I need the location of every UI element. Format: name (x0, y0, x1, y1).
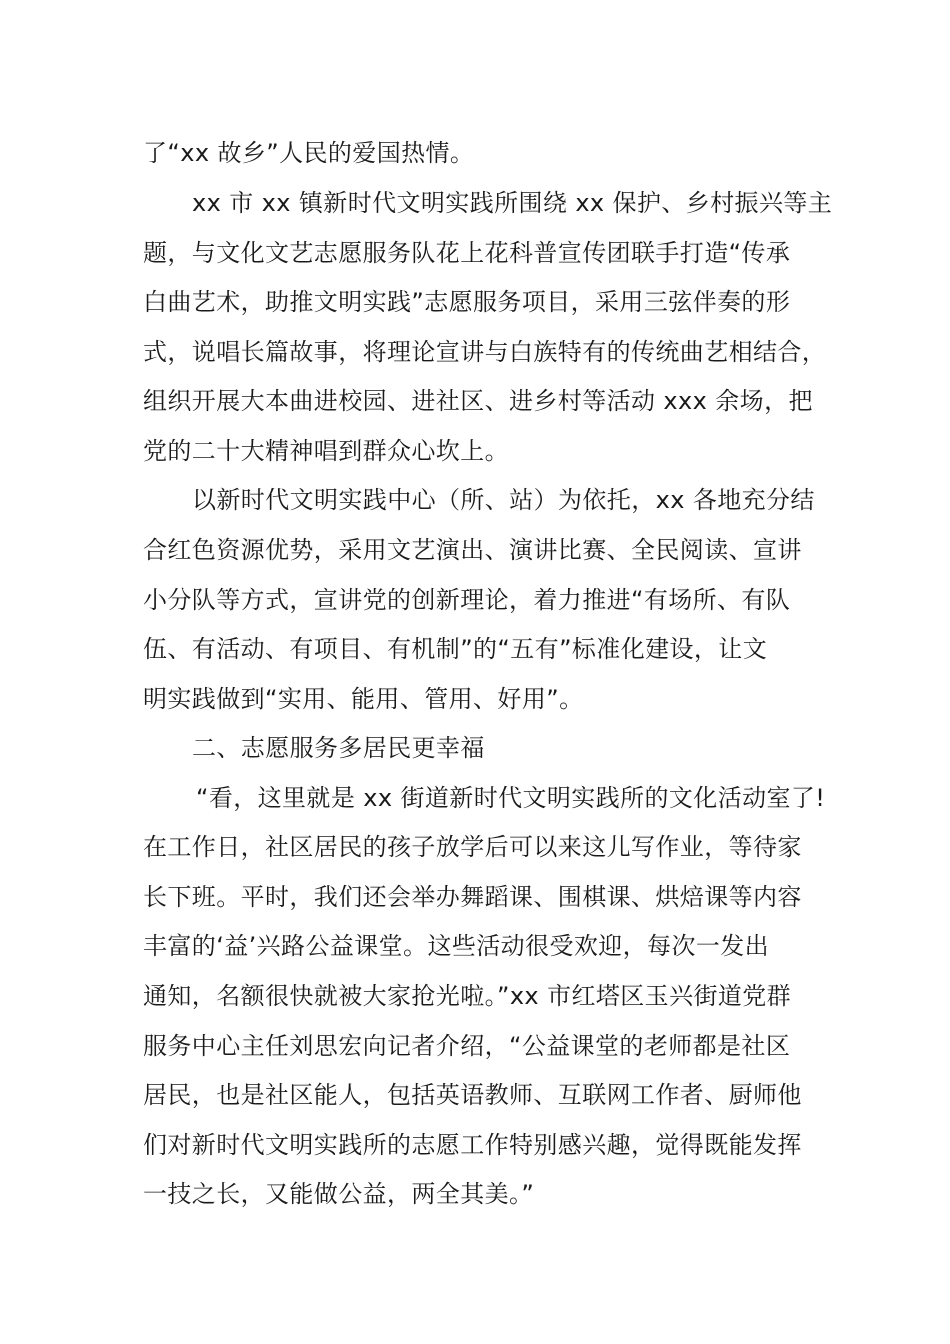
paragraph-line: 们对新时代文明实践所的志愿工作特别感兴趣，觉得既能发挥 (143, 1131, 802, 1159)
paragraph-line: 小分队等方式，宣讲党的创新理论，着力推进“有场所、有队 (143, 586, 791, 614)
paragraph-line: 在工作日，社区居民的孩子放学后可以来这儿写作业，等待家 (143, 833, 802, 861)
paragraph-line: 题，与文化文艺志愿服务队花上花科普宣传团联手打造“传承 (143, 239, 791, 267)
paragraph-line: 明实践做到“实用、能用、管用、好用”。 (143, 685, 584, 713)
paragraph-line: 伍、有活动、有项目、有机制”的“五有”标准化建设，让文 (143, 635, 768, 663)
paragraph-line: 长下班。平时，我们还会举办舞蹈课、围棋课、烘焙课等内容 (143, 883, 802, 911)
paragraph-line: 白曲艺术，助推文明实践”志愿服务项目，采用三弦伴奏的形 (143, 288, 791, 316)
paragraph-line: 了“xx 故乡”人民的爱国热情。 (143, 139, 475, 167)
paragraph-line: 一技之长，又能做公益，两全其美。” (143, 1180, 535, 1208)
paragraph-line: 党的二十大精神唱到群众心坎上。 (143, 437, 509, 465)
paragraph-line: 居民，也是社区能人，包括英语教师、互联网工作者、厨师他 (143, 1081, 802, 1109)
paragraph-line: 合红色资源优势，采用文艺演出、演讲比赛、全民阅读、宣讲 (143, 536, 802, 564)
paragraph-line: 以新时代文明实践中心（所、站）为依托，xx 各地充分结 (192, 486, 815, 514)
paragraph-line: 通知，名额很快就被大家抢光啦。”xx 市红塔区玉兴街道党群 (143, 982, 792, 1010)
paragraph-line: “看，这里就是 xx 街道新时代文明实践所的文化活动室了! (196, 784, 826, 812)
paragraph-line: 式，说唱长篇故事，将理论宣讲与白族特有的传统曲艺相结合， (143, 338, 827, 366)
paragraph-line: 组织开展大本曲进校园、进社区、进乡村等活动 xxx 余场，把 (143, 387, 813, 415)
section-heading: 二、志愿服务多居民更幸福 (192, 734, 485, 762)
paragraph-line: 丰富的‘益’兴路公益课堂。这些活动很受欢迎，每次一发出 (143, 932, 770, 960)
paragraph-line: 服务中心主任刘思宏向记者介绍，“公益课堂的老师都是社区 (143, 1032, 791, 1060)
paragraph-line: xx 市 xx 镇新时代文明实践所围绕 xx 保护、乡村振兴等主 (192, 189, 833, 217)
